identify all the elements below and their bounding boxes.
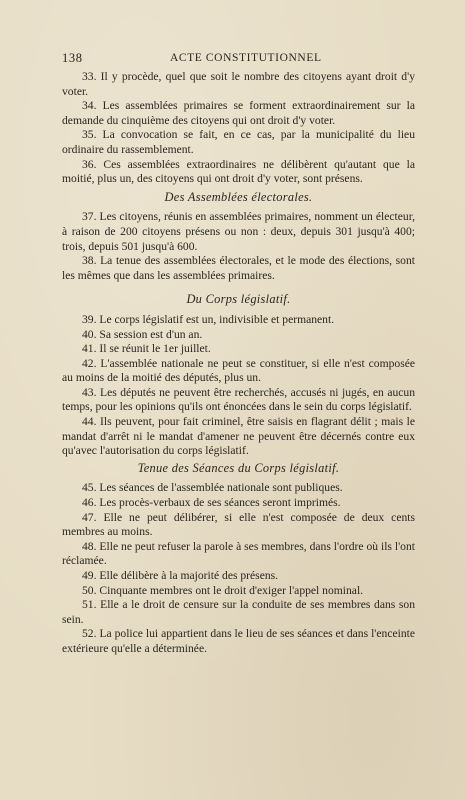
article-35: 35. La convocation se fait, en ce cas, par la municipalité du lieu ordinaire du rassemblement. [62,128,415,156]
article-47: 47. Elle ne peut délibérer, si elle n'est composée de deux cents membres au moins. [62,510,415,539]
article-33: 33. Il y procède, quel que soit le nombre des citoyens ayant droit d'y voter. [62,70,415,98]
article-34: 34. Les assemblées primaires se forment extraordinairement sur la demande du cinquième des citoyens qui ont droit d'y voter. [62,99,415,127]
running-header [62,51,417,67]
article-45: 45. Les séances de l'assemblée nationale sont publiques. [82,481,343,495]
article-46: 46. Les procès-verbaux de ses séances seront imprimés. [82,496,341,510]
running-title: ACTE CONSTITUTIONNEL [170,52,322,64]
article-52: 52. La police lui appartient dans le lieu de ses séances et dans l'enceinte extérieure qu'elle a déterminée. [62,627,415,655]
article-48: 48. Elle ne peut refuser la parole à ses membres, dans l'ordre où ils l'ont réclamée. [62,539,415,568]
article-39: 39. Le corps législatif est un, indivisible et permanent. [82,312,335,326]
section-heading-sessions: Tenue des Séances du Corps législatif. [137,460,340,475]
section-heading-electoral-assemblies: Des Assemblées électorales. [164,189,313,204]
article-40: 40. Sa session est d'un an. [82,327,203,341]
article-36: 36. Ces assemblées extraordinaires ne délibèrent qu'autant que la moitié, plus un, des citoyens qui ont droit d'y voter, sont présens. [62,157,415,186]
article-49: 49. Elle délibère à la majorité des présens. [82,569,279,582]
section-heading-legislative-body: Du Corps législatif. [186,292,291,307]
article-51: 51. Elle a le droit de censure sur la conduite de ses membres dans son sein. [62,598,415,626]
article-41: 41. Il se réunit le 1er juillet. [82,342,211,356]
article-43: 43. Les députés ne peuvent être recherchés, accusés ni jugés, en aucun temps, pour les opinions qu'ils ont énoncées dans le sein du corps législatif. [62,385,415,414]
article-50: 50. Cinquante membres ont le droit d'exiger l'appel nominal. [82,583,364,597]
text-block [62,70,415,657]
article-38: 38. La tenue des assemblées électorales, et le mode des élections, sont les mêmes que dans les assemblées primaires. [62,254,415,282]
article-44: 44. Ils peuvent, pour fait criminel, être saisis en flagrant délit ; mais le mandat d'arrêt ni le mandat d'amener ne peuvent être décernés contre eux qu'avec l'autorisation du corps législatif. [62,415,415,458]
article-37: 37. Les citoyens, réunis en assemblées primaires, nomment un électeur, à raison de 200 citoyens présens ou non : deux, depuis 301 jusqu'à 400; trois, depuis 501 jusqu'à 600. [62,210,415,253]
page-number: 138 [62,51,83,65]
article-42: 42. L'assemblée nationale ne peut se constituer, si elle n'est composée au moins de la moitié des députés, plus un. [62,356,415,385]
